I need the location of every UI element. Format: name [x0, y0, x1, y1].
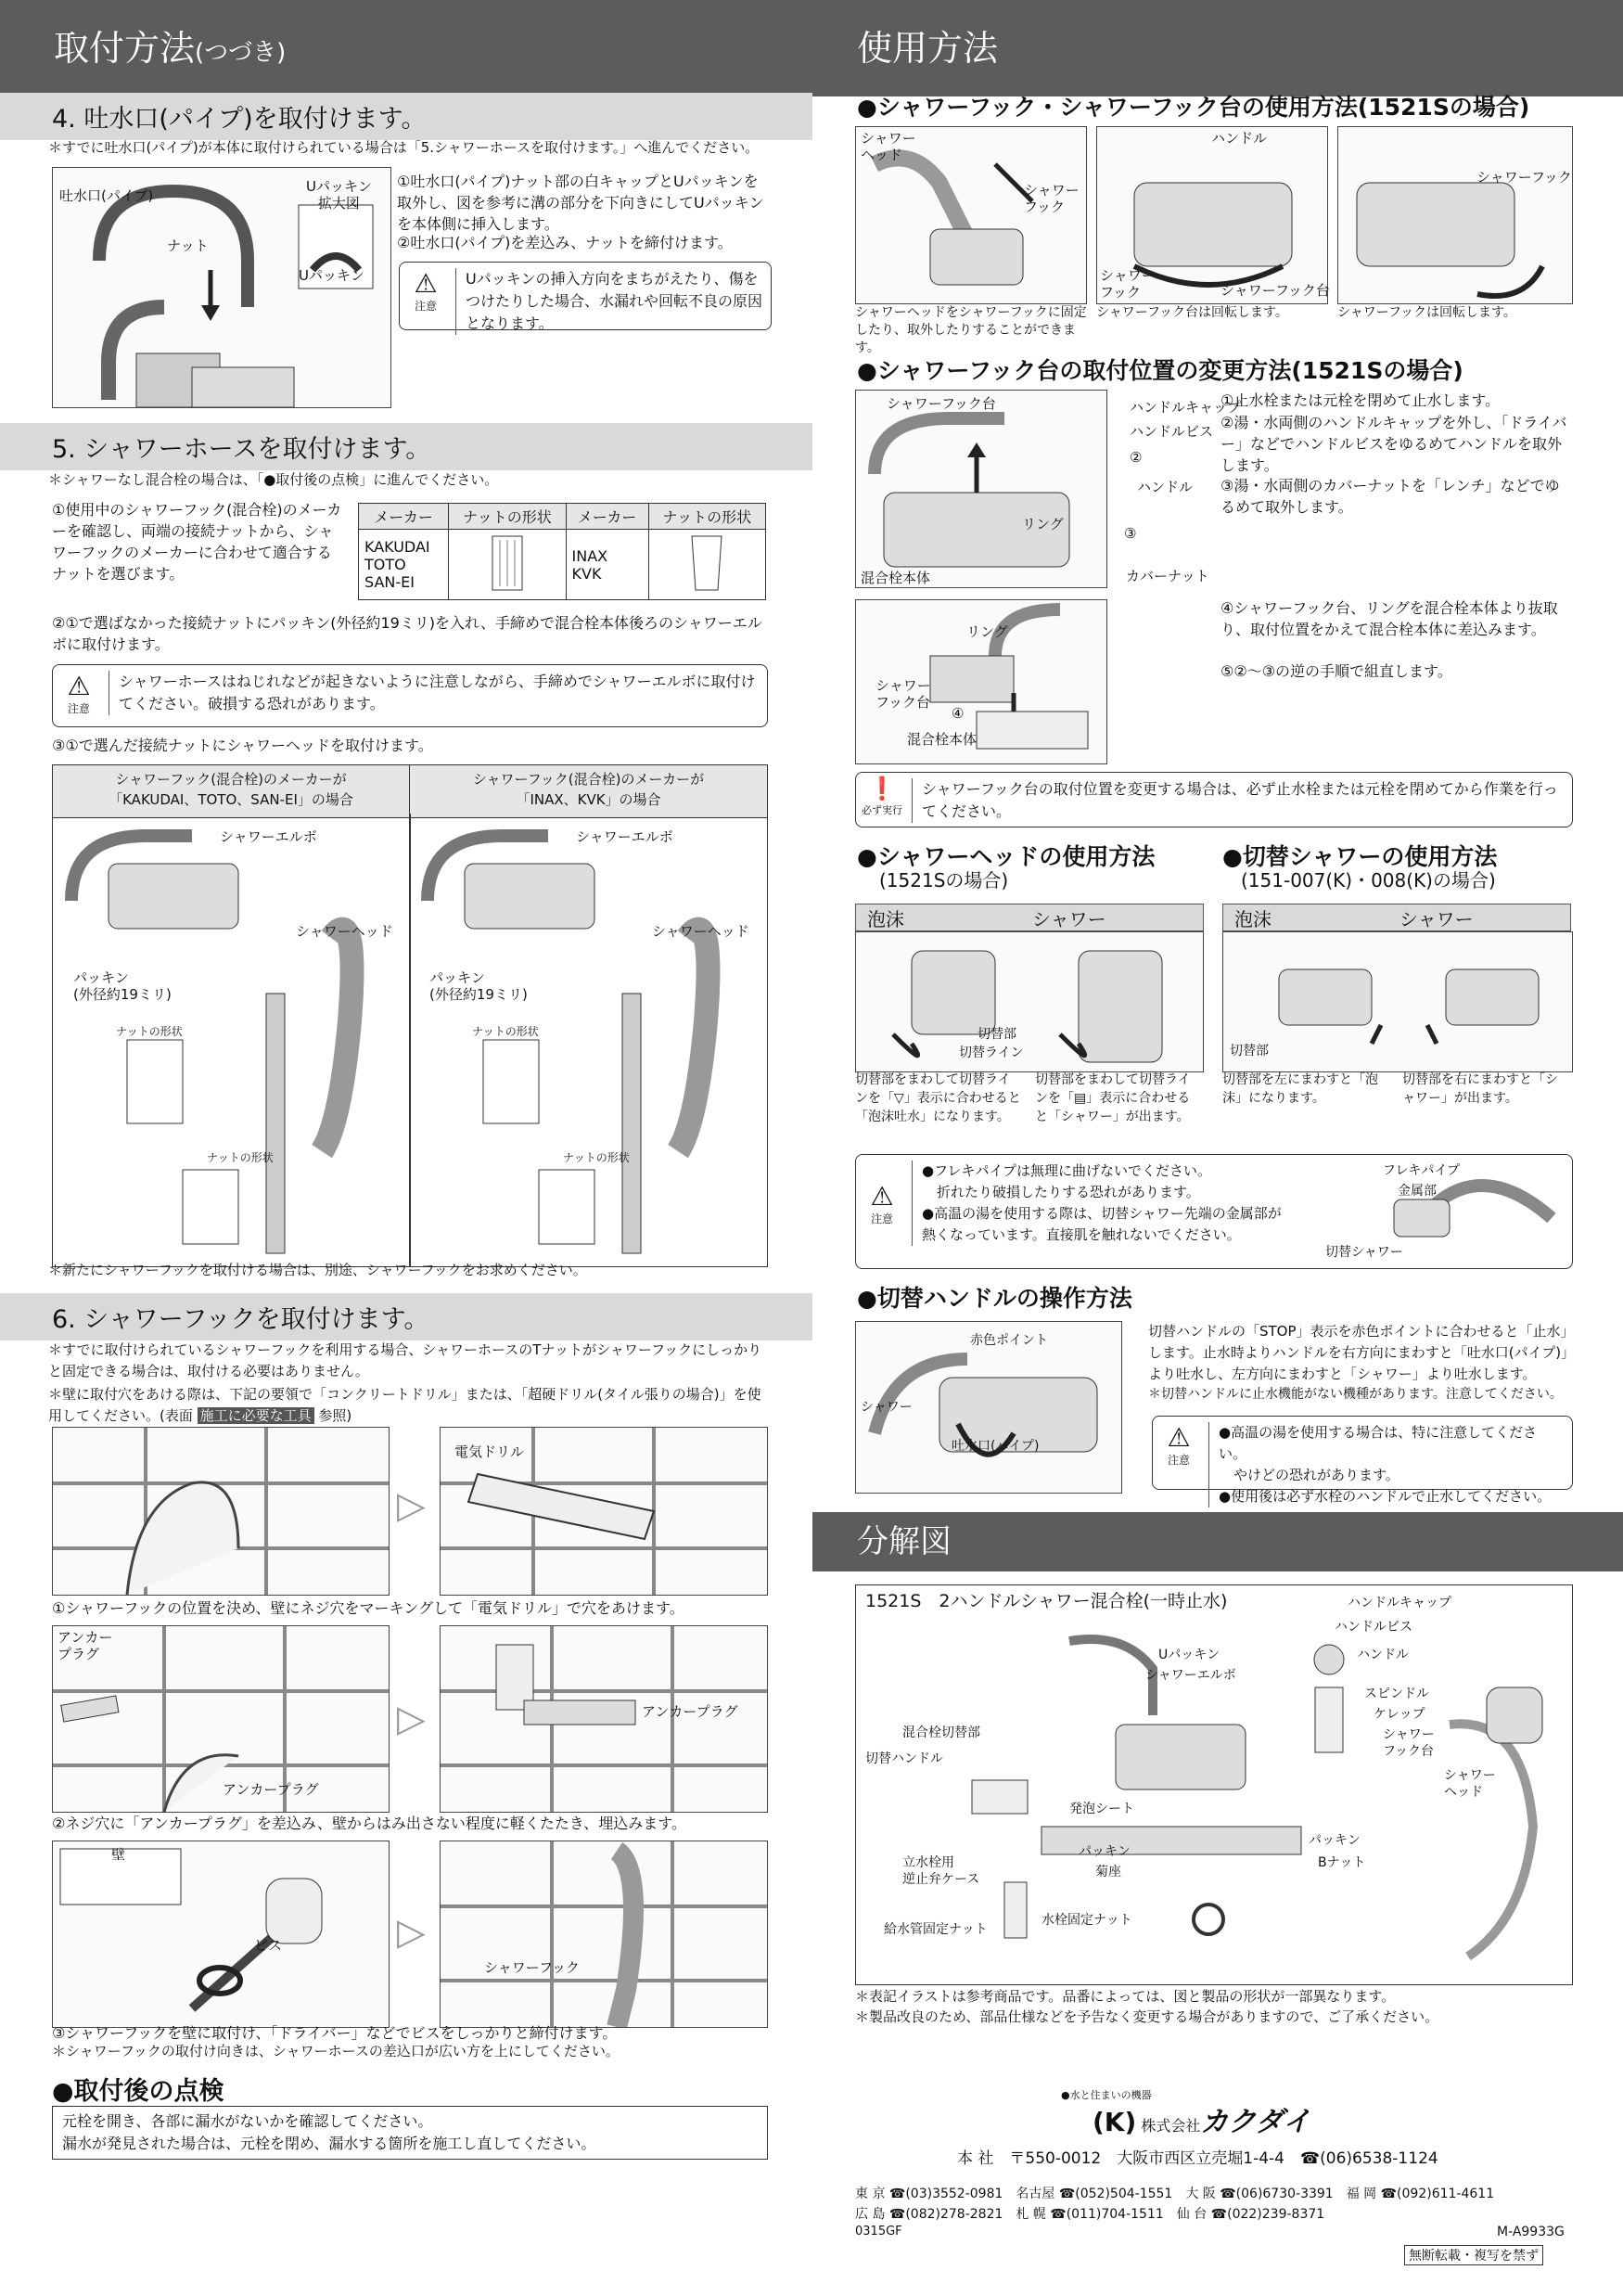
must-icon: ❗ 必ず実行 — [862, 776, 902, 816]
caution-icon-label: 注意 — [870, 1212, 893, 1225]
caution-icon-label: 注意 — [1167, 1454, 1190, 1467]
divider — [1105, 390, 1109, 586]
head-use-foam: 泡沫 — [867, 908, 904, 930]
s4-label-nut: ナット — [167, 237, 209, 254]
handle-caution-text — [1208, 1422, 1565, 1507]
s6-caption2: ②ネジ穴に「アンカープラグ」を差込み、壁からはみ出さない程度に軽くたたき、埋込みます。 — [52, 1815, 686, 1832]
fig3-label-hook: シャワーフック — [1476, 169, 1572, 186]
handle-label-shower: シャワー — [861, 1400, 913, 1415]
pos-label-screw: ハンドルビス — [1130, 423, 1214, 440]
flex-caution-line: ●高温の湯を使用する際は、切替シャワー先端の金属部が熱くなっています。直接肌を触れないでください。 — [922, 1205, 1282, 1243]
arrow-right-icon: ▷ — [397, 1698, 426, 1740]
label-elbow: シャワーエルボ — [220, 828, 317, 845]
s6-label-drill: 電気ドリル — [454, 1443, 525, 1460]
s6-note2-tag: 施工に必要な工具 — [198, 1407, 314, 1424]
company-hq: 本 社 〒550-0012 大阪市西区立売堀1-4-4 ☎(06)6538-1124 — [957, 2149, 1438, 2168]
label-packing: パッキン (外径約19ミリ) — [429, 969, 528, 1003]
hook-use-cap2: シャワーフック台は回転します。 — [1096, 305, 1288, 320]
part-kerep: ケレップ — [1374, 1707, 1425, 1722]
part-packing2: パッキン — [1309, 1833, 1361, 1848]
s5-step3: ③①で選んだ接続ナットにシャワーヘッドを取付けます。 — [52, 737, 433, 754]
handle-op-text: 切替ハンドルの「STOP」表示を赤色ポイントに合わせると「止水」します。止水時よりハンドルを右方向にまわすと「吐水口(パイプ)」より吐水し、左方向にまわすと「シャワー」より吐水します。 — [1148, 1323, 1575, 1382]
hook-pos-step5: ⑤②〜③の逆の手順で組直します。 — [1220, 662, 1452, 680]
code-right: M-A9933G — [1497, 2225, 1565, 2239]
sw-use-cap2: 切替部を右にまわすと「シャワー」が出ます。 — [1402, 1072, 1558, 1106]
table-cell-makers2: INAX KVK — [566, 530, 648, 600]
pos-label-handle: ハンドル — [1137, 479, 1194, 495]
right-header-title: 使用方法 — [857, 28, 999, 69]
pos-label-c3: ③ — [1124, 525, 1137, 542]
hook-pos-must-text: シャワーフック台の取付位置を変更する場合は、必ず止水栓または元栓を閉めてから作業を行ってください。 — [912, 778, 1565, 823]
sw-use-shower: シャワー — [1399, 908, 1474, 930]
flex-caution-line: ●フレキパイプは無理に曲げないでください。 — [922, 1162, 1212, 1179]
s5-hose-illustration — [53, 817, 767, 1263]
s4-label-uzoom: Uパッキン 拡大図 — [306, 178, 372, 212]
pos-label-body: 混合栓本体 — [861, 570, 931, 586]
company-branches-2: 広 島 ☎(082)278-2821 札 幌 ☎(011)704-1511 仙 台 ☎(022)239-8371 — [855, 2207, 1325, 2222]
s6-note2-text: ＊壁に取付穴をあける際は、下記の要領で「コンクリートドリル」または、「超硬ドリル(タイル張りの場合)」を使用してください。(表面 — [48, 1386, 761, 1424]
s5-figure-panel — [52, 764, 768, 1267]
sw-use-foam: 泡沫 — [1234, 908, 1272, 930]
table-header: ナットの形状 — [449, 504, 566, 530]
exploded-panel — [855, 1584, 1573, 1985]
part-elbow: シャワーエルボ — [1145, 1668, 1236, 1683]
handle-label-red: 赤色ポイント — [970, 1333, 1048, 1348]
flex-caution — [855, 1154, 1573, 1269]
s6-label-hook: シャワーフック — [484, 1959, 580, 1976]
left-column — [0, 0, 812, 2152]
right-column — [812, 0, 1623, 2264]
sw-use-switch: 切替部 — [1230, 1044, 1269, 1058]
check-box — [52, 2106, 768, 2160]
fig2-label-handle: ハンドル — [1211, 130, 1268, 147]
table-header: メーカー — [566, 504, 648, 530]
right-header — [812, 0, 1623, 96]
label-elbow: シャワーエルボ — [576, 828, 673, 845]
company-logo-icon: (K) — [1093, 2107, 1137, 2137]
pos-label-body2: 混合栓本体 — [907, 731, 978, 748]
sw-use-fig — [1222, 931, 1573, 1072]
s6-label-wall: 壁 — [111, 1846, 126, 1863]
s5-col-a-header: シャワーフック(混合栓)のメーカーが 「KAKUDAI、TOTO、SAN-EI」の場合 — [53, 765, 410, 818]
fig1-label-head: シャワー ヘッド — [861, 130, 916, 163]
handle-op-note: ＊切替ハンドルに止水機能がない機種があります。注意してください。 — [1148, 1387, 1563, 1402]
s5-step1: ①使用中のシャワーフック(混合栓)のメーカーを確認し、両端の接続ナットから、シャワーフックのメーカーに合わせて適合するナットを選びます。 — [52, 501, 342, 583]
part-hookbase: シャワー フック台 — [1383, 1727, 1435, 1759]
s5-note: ＊シャワーなし混合栓の場合は、「●取付後の点検」に進んでください。 — [48, 471, 499, 488]
s6-caption1: ①シャワーフックの位置を決め、壁にネジ穴をマーキングして「電気ドリル」で穴をあけます。 — [52, 1599, 684, 1617]
s4-title: 4. 吐水口(パイプ)を取付けます。 — [0, 93, 812, 140]
foam-icon: ▽ — [894, 1091, 904, 1106]
hook-use-title: ●シャワーフック・シャワーフック台の使用方法(1521Sの場合) — [857, 94, 1530, 121]
left-header-sub: (つづき) — [195, 39, 287, 67]
flex-label-metal: 金属部 — [1398, 1184, 1437, 1199]
caution-icon: ⚠ 注意 — [1167, 1422, 1191, 1467]
label-nut-shape: ナットの形状 — [116, 1025, 183, 1038]
s6-label-anchor2: アンカープラグ — [223, 1781, 319, 1798]
sw-use-cap1: 切替部を左にまわすと「泡沫」になります。 — [1222, 1072, 1378, 1106]
pos-label-base: シャワーフック台 — [887, 395, 996, 412]
s5-footnote: ＊新たにシャワーフックを取付ける場合は、別途、シャワーフックをお求めください。 — [48, 1262, 587, 1278]
part-supply-nut: 給水管固定ナット — [884, 1922, 988, 1937]
fig2-label-hook: シャワー フック — [1100, 267, 1156, 301]
arrow-right-icon: ▷ — [397, 1484, 426, 1527]
shower-icon: ▤ — [1074, 1091, 1087, 1106]
head-use-cap2-a: 切替部をまわして切替ラインを「 — [1035, 1072, 1191, 1106]
s4-caution-text: Uパッキンの挿入方向をまちがえたり、傷をつけたりした場合、水漏れや回転不良の原因となります。 — [455, 268, 763, 335]
s6-note2-text-end: 参照) — [313, 1407, 352, 1424]
check-line1: 元栓を開き、各部に漏水がないかを確認してください。 — [62, 2112, 433, 2130]
s5-caution — [52, 664, 768, 727]
caution-icon-label: 注意 — [67, 702, 90, 715]
part-check-valve: 立水栓用 逆止弁ケース — [902, 1855, 980, 1887]
s6-caption3b: ＊シャワーフックの取付け向きは、シャワーホースの差込口が広い方を上にしてください。 — [52, 2043, 620, 2059]
fig2-label-base: シャワーフック台 — [1220, 282, 1330, 299]
pos-label-ring2: リング — [966, 623, 1008, 640]
exploded-note1: ＊表記イラストは参考商品です。品番によっては、図と製品の形状が一部異なります。 — [855, 1988, 1396, 2005]
head-use-title: ●シャワーヘッドの使用方法 — [857, 843, 1156, 870]
hook-use-cap3: シャワーフックは回転します。 — [1337, 305, 1516, 320]
label-nut-shape: ナットの形状 — [563, 1151, 630, 1164]
sw-use-title: ●切替シャワーの使用方法 — [1222, 843, 1498, 870]
must-icon-label: 必ず実行 — [862, 804, 902, 816]
s5-caution-text: シャワーホースはねじれなどが起きないように注意しながら、手締めでシャワーエルボに取付けてください。破損する恐れがあります。 — [109, 671, 760, 715]
part-sw-handle: 切替ハンドル — [865, 1751, 943, 1766]
flex-label-sw: 切替シャワー — [1325, 1245, 1403, 1260]
head-use-bar — [855, 904, 1204, 931]
part-handle: ハンドル — [1357, 1648, 1409, 1662]
pos-label-ring: リング — [1022, 516, 1064, 532]
company-branches-1: 東 京 ☎(03)3552-0981 名古屋 ☎(052)504-1551 大 阪 ☎(06)6730-3391 福 岡 ☎(092)611-4611 — [855, 2187, 1495, 2201]
left-header — [0, 0, 812, 96]
s6-fig1a — [52, 1427, 390, 1596]
label-nut-shape: ナットの形状 — [472, 1025, 539, 1038]
part-spindle: スピンドル — [1364, 1687, 1429, 1701]
table-header: メーカー — [359, 504, 449, 530]
part-faucet-nut: 水栓固定ナット — [1042, 1913, 1132, 1928]
no-reproduction-stamp: 無断転載・複写を禁ず — [1404, 2245, 1543, 2265]
head-use-switch-line: 切替ライン — [959, 1045, 1024, 1060]
head-use-cap2 — [1035, 1071, 1202, 1126]
s6-label-anchor2: アンカープラグ — [642, 1703, 738, 1720]
head-use-cap2-b: 」表示に合わせると「シャワー」が出ます。 — [1035, 1091, 1191, 1124]
hook-pos-title: ●シャワーフック台の取付位置の変更方法(1521Sの場合) — [857, 357, 1463, 384]
s5-nut-table — [358, 503, 766, 600]
part-u: Uパッキン — [1158, 1648, 1220, 1662]
arrow-right-icon: ▷ — [397, 1911, 426, 1954]
flex-label-pipe: フレキパイプ — [1383, 1163, 1461, 1178]
nut-shape-icon — [648, 530, 765, 600]
caution-icon: ⚠ 注意 — [414, 268, 438, 313]
fig1-label-hook: シャワー フック — [1024, 182, 1080, 215]
code-left: 0315GF — [855, 2225, 902, 2238]
s4-label-u: Uパッキン — [299, 267, 364, 284]
s4-caution — [399, 262, 772, 330]
s6-fig3b — [440, 1841, 768, 2028]
hook-use-cap1: シャワーヘッドをシャワーフックに固定したり、取外したりすることができます。 — [855, 305, 1087, 355]
part-sw-part: 混合栓切替部 — [902, 1725, 980, 1740]
sw-use-bar — [1222, 904, 1571, 931]
nut-shape-icon — [449, 530, 566, 600]
pos-label-c2: ② — [1130, 449, 1143, 466]
exploded-note2: ＊製品改良のため、部品仕様などを予告なく変更する場合がありますので、ご了承ください。 — [855, 2008, 1439, 2025]
head-use-shower: シャワー — [1032, 908, 1106, 930]
hook-pos-step4: ④シャワーフック台、リングを混合栓本体より抜取り、取付位置をかえて混合栓本体に差込みます。 — [1220, 599, 1558, 638]
check-line2: 漏水が発見された場合は、元栓を閉め、漏水する箇所を施工し直してください。 — [62, 2135, 596, 2152]
s5-step2: ②①で選ばなかった接続ナットにパッキン(外径約19ミリ)を入れ、手締めで混合栓本体後ろのシャワーエルボに取付けます。 — [52, 614, 762, 653]
caution-icon: ⚠ 注意 — [67, 671, 91, 715]
part-chrysanth: 菊座 — [1095, 1865, 1121, 1879]
handle-caution-line: やけどの恐れがあります。 — [1233, 1467, 1399, 1483]
s6-title: 6. シャワーフックを取付けます。 — [0, 1293, 812, 1340]
s5-title: 5. シャワーホースを取付けます。 — [0, 423, 812, 470]
company-name-prefix: 株式会社 — [1141, 2117, 1201, 2135]
label-head: シャワーヘッド — [296, 923, 393, 940]
head-use-cap1-b: 」表示に合わせると「泡沫吐水」になります。 — [855, 1091, 1021, 1124]
part-screw: ハンドルビス — [1335, 1620, 1412, 1635]
handle-caution-line: ●使用後は必ず水栓のハンドルで止水してください。 — [1219, 1488, 1552, 1505]
hook-use-fig3 — [1337, 126, 1573, 304]
label-head: シャワーヘッド — [652, 923, 749, 940]
part-bnut: Bナット — [1318, 1855, 1366, 1870]
head-use-sub: (1521Sの場合) — [879, 869, 1009, 891]
s6-label-anchor: アンカー プラグ — [58, 1629, 113, 1662]
handle-op-title: ●切替ハンドルの操作方法 — [857, 1285, 1132, 1312]
s4-step2: ②吐水口(パイプ)を差込み、ナットを締付けます。 — [397, 234, 733, 251]
s4-step1: ①吐水口(パイプ)ナット部の白キャップとUパッキンを取外し、図を参考に溝の部分を下向きにしてUパッキンを本体側に挿入します。 — [397, 173, 764, 233]
handle-caution — [1152, 1416, 1573, 1505]
s6-label-screw: ビス — [254, 1937, 283, 1954]
s6-fig3a — [52, 1841, 390, 2028]
exploded-title: 1521S 2ハンドルシャワー混合栓(一時止水) — [865, 1591, 1228, 1611]
hook-pos-step2: ②湯・水両側のハンドルキャップを外し、「ドライバー」などでハンドルビスをゆるめてハンドルを取外します。 — [1220, 414, 1567, 474]
part-packing: パッキン — [1079, 1844, 1131, 1859]
part-head: シャワー ヘッド — [1444, 1768, 1496, 1800]
left-header-title: 取付方法 — [54, 28, 196, 69]
part-foam-seat: 発泡シート — [1069, 1802, 1134, 1816]
s5-col-b-header: シャワーフック(混合栓)のメーカーが 「INAX、KVK」の場合 — [410, 765, 767, 818]
label-packing: パッキン (外径約19ミリ) — [73, 969, 172, 1003]
hook-pos-step1: ①止水栓または元栓を閉めて止水します。 — [1220, 391, 1501, 409]
hook-pos-step3: ③湯・水両側のカバーナットを「レンチ」などでゆるめて取外します。 — [1220, 477, 1560, 516]
handle-label-spout: 吐水口(パイプ) — [952, 1439, 1040, 1454]
s6-note2 — [48, 1384, 772, 1427]
table-cell-makers1: KAKUDAI TOTO SAN-EI — [359, 530, 449, 600]
pos-label-cover: カバーナット — [1126, 568, 1209, 584]
flex-caution-line: 折れたり破損したりする恐れがあります。 — [937, 1184, 1200, 1200]
pos-label-c4: ④ — [952, 705, 965, 722]
head-use-switch: 切替部 — [978, 1027, 1016, 1042]
exploded-bar: 分解図 — [812, 1512, 1623, 1571]
s4-note: ＊すでに吐水口(パイプ)が本体に取付けられている場合は「5.シャワーホースを取付けます。」へ進んでください。 — [48, 139, 760, 156]
handle-caution-line: ●高温の湯を使用する場合は、特に注意してください。 — [1219, 1424, 1538, 1462]
company-logo — [1093, 2098, 1310, 2139]
caution-icon: ⚠ 注意 — [870, 1181, 894, 1225]
sw-use-sub: (151-007(K)・008(K)の場合) — [1241, 869, 1496, 891]
pos-label-cap: ハンドルキャップ — [1130, 399, 1242, 416]
company-name: カクダイ — [1200, 2106, 1311, 2138]
head-use-cap1-a: 切替部をまわして切替ラインを「 — [855, 1072, 1011, 1106]
flex-caution-text — [912, 1161, 1294, 1246]
pos-label-hookbase: シャワー フック台 — [875, 677, 931, 711]
table-header: ナットの形状 — [648, 504, 765, 530]
part-cap: ハンドルキャップ — [1348, 1596, 1451, 1610]
caution-icon-label: 注意 — [414, 300, 437, 313]
s6-note1: ＊すでに取付けられているシャワーフックを利用する場合、シャワーホースのTナットがシャワーフックにしっかりと固定できる場合は、取付ける必要はありません。 — [48, 1341, 762, 1379]
head-use-cap1 — [855, 1071, 1022, 1126]
company-tagline: ●水と住まいの機器 — [1061, 2089, 1152, 2101]
hook-pos-fig1 — [855, 390, 1107, 588]
label-nut-shape: ナットの形状 — [207, 1151, 274, 1164]
hook-pos-must — [855, 772, 1573, 827]
head-use-fig — [855, 931, 1204, 1072]
check-title: ●取付後の点検 — [52, 2077, 224, 2106]
s6-caption3: ③シャワーフックを壁に取付け、「ドライバー」などでビスをしっかりと締付けます。 — [52, 2024, 618, 2042]
s4-label-pipe: 吐水口(パイプ) — [59, 187, 154, 204]
